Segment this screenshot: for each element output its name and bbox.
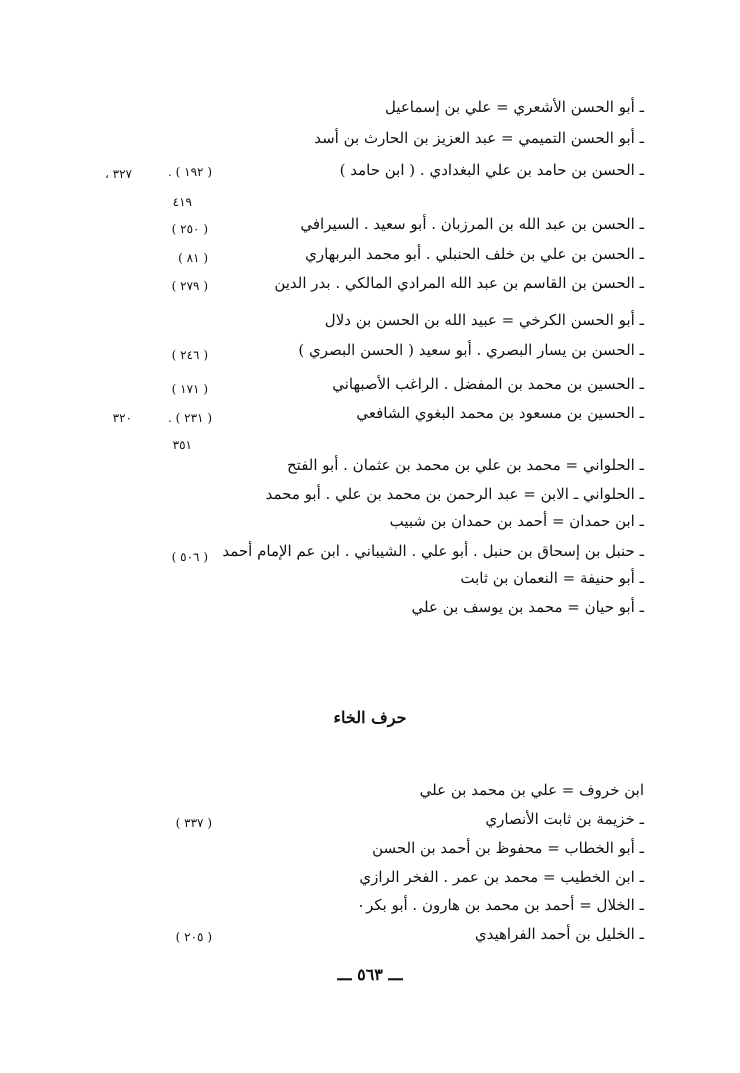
section-title: حرف الخاء	[333, 708, 407, 727]
page-ref: ( ٥٠٦ )	[171, 550, 208, 564]
page-ref: ( ٣٣٧ )	[175, 816, 212, 830]
index-entry: ـ أبو الحسن الكرخي = عبيد الله بن الحسن بن دلال	[324, 311, 644, 329]
index-entry: ـ خزيمة بن ثابت الأنصاري	[485, 810, 644, 828]
index-entry: ـ الحسن بن حامد بن علي البغدادي . ( ابن حامد )	[339, 161, 644, 179]
index-entry: ـ ابن الخطيب = محمد بن عمر . الفخر الرازي	[359, 868, 644, 886]
index-entry: ـ الحسن بن عبد الله بن المرزبان . أبو سعيد . السيرافي	[300, 215, 644, 233]
stray-mark	[360, 905, 362, 907]
page-ref: ( ١٩٢ ) .	[168, 165, 212, 179]
page-ref: ( ١٧١ )	[171, 382, 208, 396]
page-ref: ( ٢٧٩ )	[171, 279, 208, 293]
page-number: ـــ ٥٦٣ ـــ	[337, 965, 403, 984]
page-ref: ( ٢٥٠ )	[171, 222, 208, 236]
page-ref: ( ٢٣١ ) .	[168, 411, 212, 425]
page-ref: ( ٢٠٥ )	[175, 930, 212, 944]
index-entry: ابن خروف = علي بن محمد بن علي	[419, 781, 644, 799]
index-entry: ـ الحسن بن يسار البصري . أبو سعيد ( الحسن البصري )	[298, 341, 644, 359]
index-entry: ـ ابن حمدان = أحمد بن حمدان بن شبيب	[389, 512, 644, 530]
index-entry: ـ الحلواني = محمد بن علي بن محمد بن عثمان . أبو الفتح	[286, 456, 644, 474]
index-entry: ـ الخليل بن أحمد الفراهيدي	[474, 925, 644, 943]
index-entry: ـ الحسين بن محمد بن المفضل . الراغب الأصبهاني	[332, 375, 644, 393]
page-ref: ( ٨١ )	[178, 251, 208, 265]
index-entry: ـ الحلواني ـ الابن = عبد الرحمن بن محمد بن علي . أبو محمد	[265, 485, 644, 503]
page-ref: ( ٢٤٦ )	[171, 348, 208, 362]
index-entry: ـ أبو الحسن التميمي = عبد العزيز بن الحارث بن أسد	[314, 129, 644, 147]
page-ref: ٤١٩	[172, 195, 192, 209]
index-entry: ـ أبو الخطاب = محفوظ بن أحمد بن الحسن	[372, 839, 644, 857]
index-entry: ـ الحسن بن علي بن خلف الحنبلي . أبو محمد البربهاري	[305, 245, 644, 263]
page-ref: ٣٢٠	[112, 411, 132, 425]
page-ref: ٣٢٧ ،	[104, 167, 132, 181]
index-entry: ـ أبو حنيفة = النعمان بن ثابت	[460, 569, 644, 587]
page-ref: ٣٥١	[172, 438, 192, 452]
index-entry: ـ الخلال = أحمد بن محمد بن هارون . أبو بكر	[366, 896, 644, 914]
index-entry: ـ حنبل بن إسحاق بن حنبل . أبو علي . الشيباني . ابن عم الإمام أحمد	[222, 542, 644, 560]
index-entry: ـ أبو الحسن الأشعري = علي بن إسماعيل	[384, 98, 644, 116]
index-entry: ـ الحسن بن القاسم بن عبد الله المرادي المالكي . بدر الدين	[274, 274, 644, 292]
index-entry: ـ أبو حيان = محمد بن يوسف بن علي	[411, 598, 644, 616]
index-entry: ـ الحسين بن مسعود بن محمد البغوي الشافعي	[356, 404, 644, 422]
